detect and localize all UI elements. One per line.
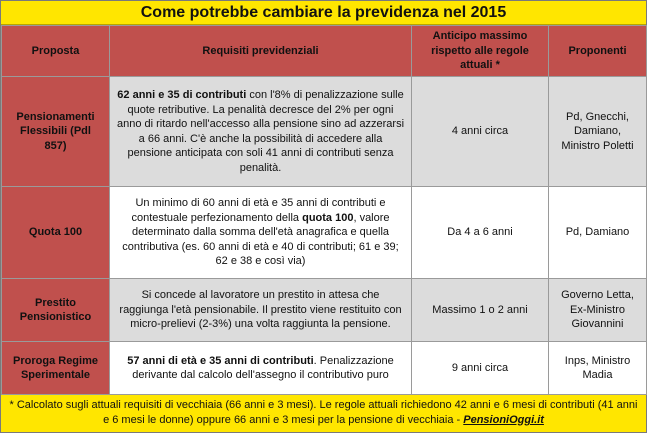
requisiti-bold: 57 anni di età e 35 anni di contributi: [127, 354, 314, 367]
header-anticipo: Anticipo massimo rispetto alle regole attuali *: [412, 26, 549, 77]
table-row: [2, 187, 647, 279]
proponenti-cell: Governo Letta, Ex-Ministro Giovannini: [549, 279, 647, 342]
requisiti-cell: [110, 187, 412, 279]
requisiti-text-post: , valore determinato dalla somma dell'età anagrafica e quella contributiva (es. 60 anni di età e 40 di contributi; 61 e 39; 62 e 38 e così via): [122, 211, 399, 268]
page-title: Come potrebbe cambiare la previdenza nel 2015: [1, 1, 646, 25]
anticipo-cell: Massimo 1 o 2 anni: [412, 279, 549, 342]
requisiti-bold: 62 anni e 35 di contributi: [117, 89, 247, 101]
header-requisiti: Requisiti previdenziali: [110, 26, 412, 77]
proposta-cell: Pensionamenti Flessibili (Pdl 857): [2, 77, 110, 187]
requisiti-bold: quota 100: [302, 211, 354, 224]
proposta-cell: Prestito Pensionistico: [2, 279, 110, 342]
proponenti-cell: Pd, Damiano: [549, 187, 647, 279]
anticipo-cell: 4 anni circa: [412, 77, 549, 187]
requisiti-cell: [110, 77, 412, 187]
footnote-text: * Calcolato sugli attuali requisiti di vecchiaia (66 anni e 3 mesi). Le regole attuali richiedono 42 anni e 6 mesi di contributi (41 anni e 6 mesi le donne) oppure 66 anni e 3 mesi per la pensione di vecchiaia -: [9, 399, 638, 426]
anticipo-cell: Da 4 a 6 anni: [412, 187, 549, 279]
pension-table: [1, 25, 647, 395]
table-row: [2, 342, 647, 395]
requisiti-text: . Penalizzazione derivante dal calcolo dell'assegno il contributivo puro: [132, 354, 394, 381]
anticipo-cell: 9 anni circa: [412, 342, 549, 395]
requisiti-cell: Si concede al lavoratore un prestito in attesa che raggiunga l'età pensionabile. Il prestito viene restituito con micro-prelievi (2-3%) una volta raggiunta la pensione.: [110, 279, 412, 342]
requisiti-cell: [110, 342, 412, 395]
header-proponenti: Proponenti: [549, 26, 647, 77]
proposta-cell: Quota 100: [2, 187, 110, 279]
requisiti-text: con l'8% di penalizzazione sulle quote retributive. La penalità decresce del 2% per ogni anno di ritardo nell'accesso alla pensione sino ad azzerarsi a 66 anni. C'è anche la possibilità di accedere alla pensione anticipata con soli 41 anni di contributi senza penalità.: [116, 89, 405, 174]
source-brand: PensioniOggi.it: [463, 414, 544, 426]
table-row: [2, 77, 647, 187]
requisiti-text-pre: Un minimo di 60 anni di età e 35 anni di contributi e contestuale perfezionamento della: [131, 197, 386, 224]
footnote: [1, 394, 646, 432]
proposta-cell: Proroga Regime Sperimentale: [2, 342, 110, 395]
header-proposta: Proposta: [2, 26, 110, 77]
proponenti-cell: Inps, Ministro Madia: [549, 342, 647, 395]
header-row: [2, 26, 647, 77]
proponenti-cell: Pd, Gnecchi, Damiano, Ministro Poletti: [549, 77, 647, 187]
table-row: [2, 279, 647, 342]
